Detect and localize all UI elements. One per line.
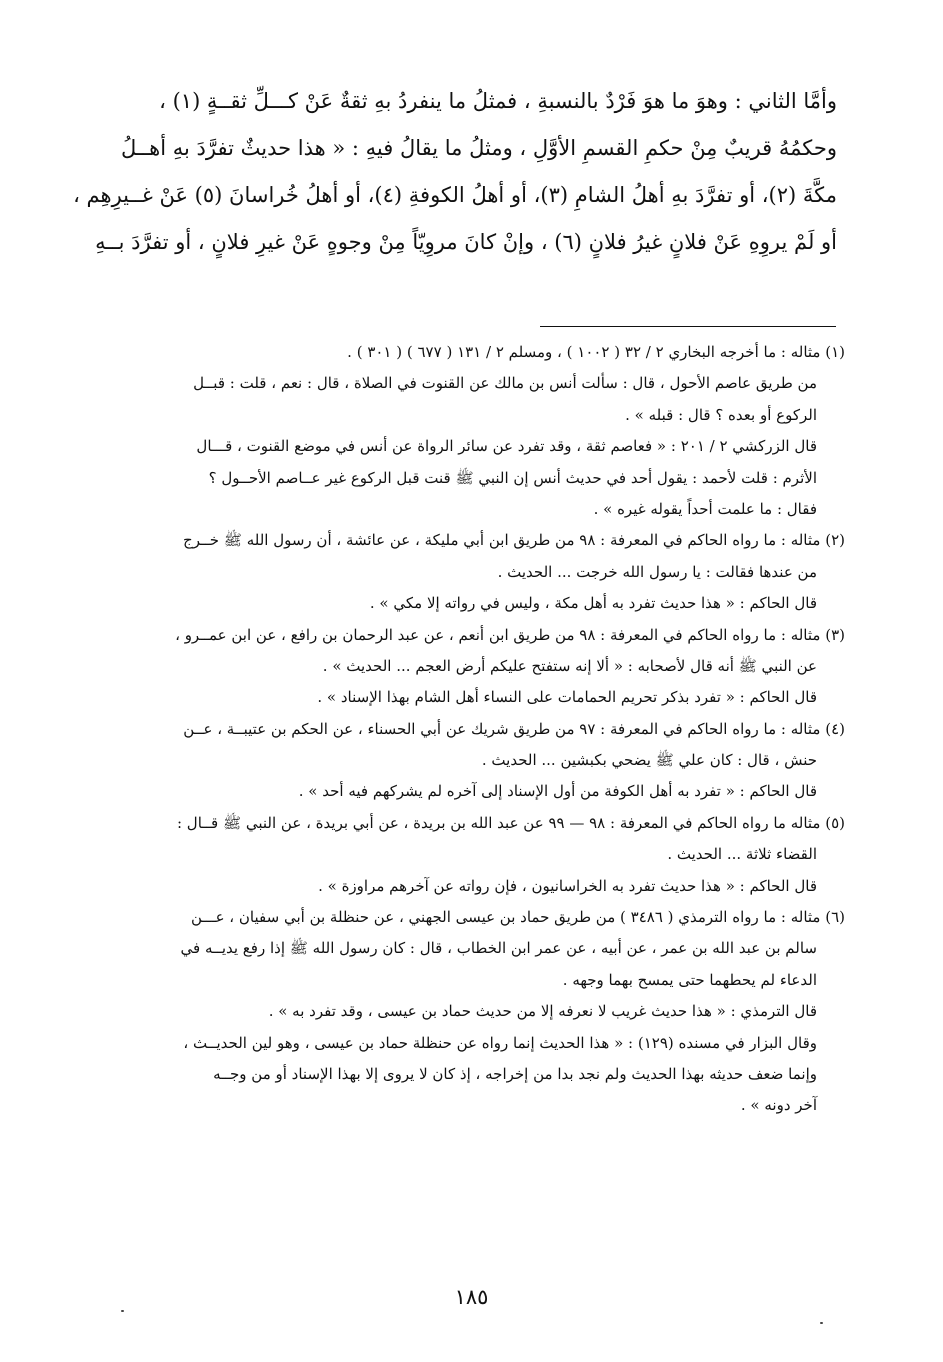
footnote-line: من عندها فقالت : يا رسول الله خرجت ... الحديث .: [497, 562, 817, 581]
footnote-line: (٤) مثاله : ما رواه الحاكم في المعرفة : ٩٧ من طريق شريك عن أبي الحسناء ، عن الحكم بن عتيبــة ، عــن: [183, 719, 845, 738]
footnote-line: قال الحاكم : « هذا حديث تفرد به أهل مكة ، وليس في رواته إلا مكي » .: [369, 594, 817, 613]
footnote-line: فقال : ما علمت أحداً يقوله غيره » .: [593, 499, 817, 518]
page-number: ١٨٥: [454, 1285, 489, 1309]
main-text: [62, 78, 837, 266]
main-line: أو لَمْ يروِهِ عَنْ فلانٍ غيرُ فلانٍ (٦) ، وإنْ كانَ مروِيّاً مِنْ وجوهٍ عَنْ غيرِ فلانٍ ، أو تفرَّدَ بــهِ: [95, 230, 837, 254]
main-line: وأمَّا الثاني : وهوَ ما هوَ فَرْدٌ بالنسبةِ ، فمثلُ ما ينفردُ بهِ ثقةٌ عَنْ كـــلِّ ثقــةٍ (١) ،: [159, 89, 837, 113]
main-line: وحكمُهُ قريبٌ مِنْ حكمِ القسمِ الأوَّلِ ، ومثلُ ما يقالُ فيهِ : « هذا حديثٌ تفرَّدَ بهِ أهــلُ: [120, 136, 837, 160]
footnote-6: [70, 902, 845, 1122]
footnote-line: وقال البزار في مسنده (١٢٩) : « هذا الحديث إنما رواه عن حنظلة حماد بن عيسى ، وهو لين الحديــث ،: [183, 1033, 817, 1052]
footnote-line: الدعاء لم يحطهما حتى يمسح بهما وجهه .: [562, 970, 817, 989]
footnote-1: [70, 337, 845, 525]
footnote-line: آخر دونه » .: [740, 1096, 817, 1115]
footnote-line: قال الترمذي : « هذا حديث غريب لا نعرفه إلا من حديث حماد بن عيسى ، وقد تفرد به » .: [268, 1002, 817, 1021]
footnote-line: القضاء ثلاثة ... الحديث .: [667, 845, 817, 864]
footnote-5: [70, 808, 845, 902]
footnote-line: (٦) مثاله : ما رواه الترمذي ( ٣٤٨٦ ) من طريق حماد بن عيسى الجهني ، عن حنظلة بن أبي سفيان ، عـــن: [190, 908, 845, 927]
footnote-line: (٥) مثاله ما رواه الحاكم في المعرفة : ٩٨ — ٩٩ عن عبد الله بن بريدة ، عن أبي بريدة ، عن النبي ﷺ قــال :: [176, 813, 845, 832]
footnote-line: قال الحاكم : « هذا حديث تفرد به الخراسانيون ، فإن رواته عن آخرهم مراوزة » .: [318, 876, 817, 895]
footnote-line: سالم بن عبد الله بن عمر ، عن أبيه ، عن عمر ابن الخطاب ، قال : كان رسول الله ﷺ إذا رفع يديــه في: [180, 939, 817, 958]
footnote-3: [70, 620, 845, 714]
footnote-line: عن النبي ﷺ أنه قال لأصحابه : « ألا إنه ستفتح عليكم أرض العجم ... الحديث » .: [322, 656, 817, 675]
main-line: مكَّةَ (٢)، أو تفرَّدَ بهِ أهلُ الشامِ (٣)، أو أهلُ الكوفةِ (٤)، أو أهلُ خُراسانَ (٥) عَنْ غــيرِهِم ،: [73, 183, 837, 207]
footnote-line: من طريق عاصم الأحول ، قال : سألت أنس بن مالك عن القنوت في الصلاة ، قال : نعم ، قلت : قبــل: [193, 374, 817, 393]
scan-speck: [820, 1322, 823, 1324]
footnote-line: قال الحاكم : « تفرد به أهل الكوفة من أول الإسناد إلى آخره لم يشركهم فيه أحد » .: [298, 782, 817, 801]
footnote-line: قال الزركشي ٢ / ٢٠١ : « فعاصم ثقة ، وقد تفرد عن سائر الرواة عن أنس في موضع القنوت ، قـــال: [196, 437, 817, 456]
footnote-4: [70, 714, 845, 808]
scan-speck: [121, 1310, 124, 1312]
footnote-line: حنش ، قال : كان علي ﷺ يضحي بكبشين ... الحديث .: [481, 751, 817, 770]
footnote-line: الأثرم : قلت لأحمد : يقول أحد في حديث أنس إن النبي ﷺ قنت قبل الركوع غير عــاصم الأحــول ؟: [208, 468, 817, 487]
footnote-2: [70, 525, 845, 619]
footnote-line: الركوع أو بعده ؟ قال : قبله » .: [625, 405, 817, 424]
footnotes: [70, 337, 845, 1122]
footnote-line: وإنما ضعف حديثه بهذا الحديث ولم نجد بدا من إخراجه ، إذ كان لا يروى إلا بهذا الإسناد أو من وجــه: [213, 1064, 817, 1083]
footnote-line: قال الحاكم : « تفرد بذكر تحريم الحمامات على النساء أهل الشام بهذا الإسناد » .: [317, 688, 817, 707]
footnote-line: (١) مثاله : ما أخرجه البخاري ٢ / ٣٢ ( ١٠٠٢ ) ، ومسلم ٢ / ١٣١ ( ٦٧٧ ) ( ٣٠١ ) .: [347, 343, 845, 361]
footnote-line: (٢) مثاله : ما رواه الحاكم في المعرفة : ٩٨ من طريق ابن أبي مليكة ، عن عائشة ، أن رسول الله ﷺ خــرج: [183, 531, 845, 550]
footnote-divider: [540, 326, 836, 327]
footnote-line: (٣) مثاله : ما رواه الحاكم في المعرفة : ٩٨ من طريق ابن أنعم ، عن عبد الرحمان بن رافع ، عن ابن عمــرو ،: [175, 625, 845, 644]
